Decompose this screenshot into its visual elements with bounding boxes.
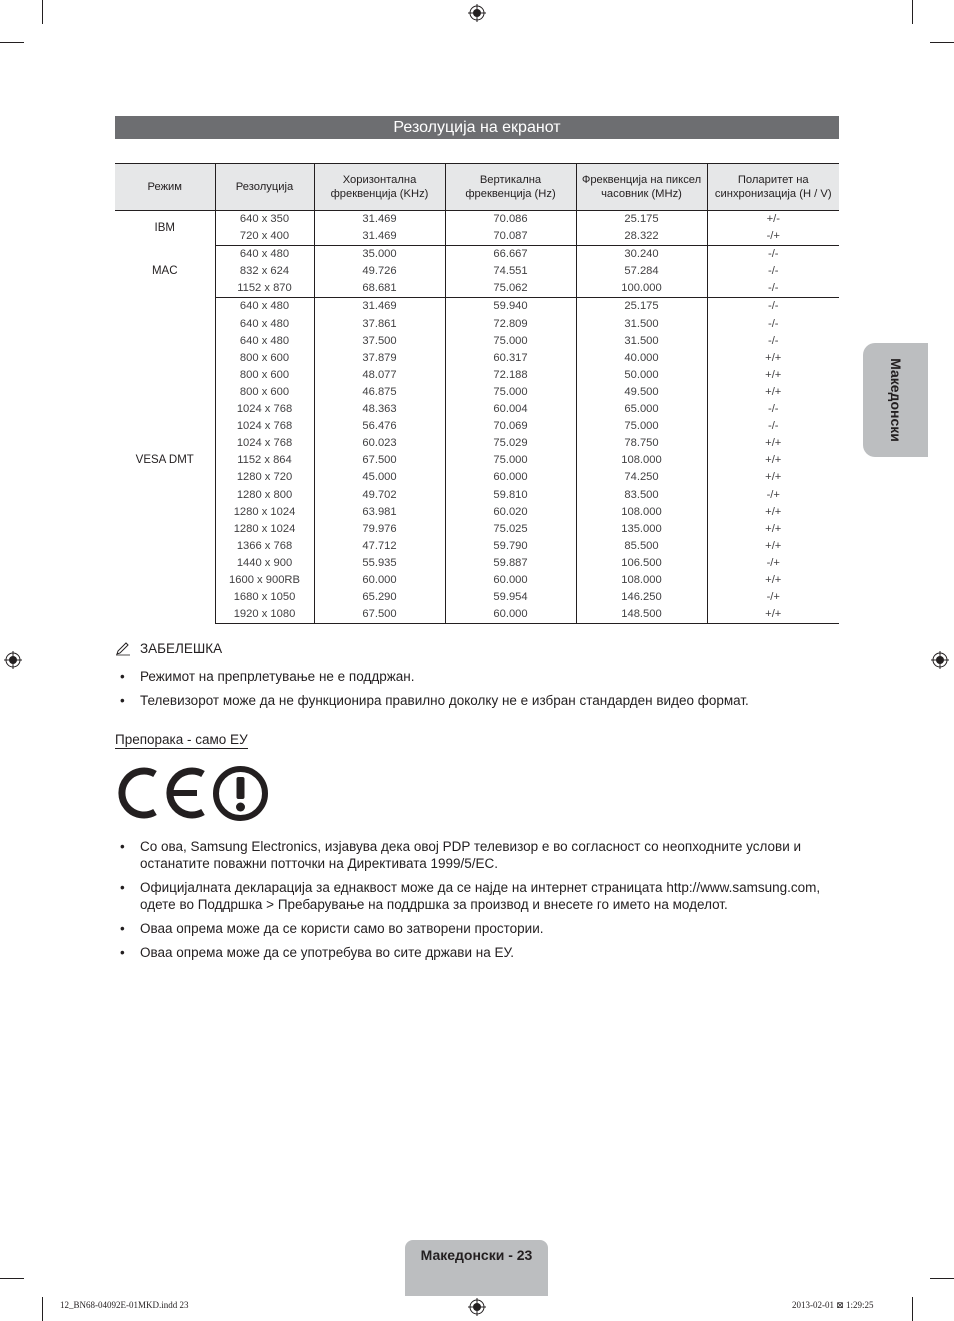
cell-resolution: 1600 x 900RB bbox=[215, 572, 314, 589]
cell-vertical-frequency: 70.069 bbox=[445, 418, 576, 435]
cell-resolution: 800 x 600 bbox=[215, 384, 314, 401]
cell-pixel-clock: 25.175 bbox=[576, 298, 707, 316]
table-row bbox=[115, 572, 839, 589]
cell-pixel-clock: 108.000 bbox=[576, 572, 707, 589]
cell-horizontal-frequency: 49.726 bbox=[314, 263, 445, 280]
cell-resolution: 1152 x 870 bbox=[215, 280, 314, 298]
cell-sync-polarity: +/+ bbox=[707, 469, 839, 486]
cell-horizontal-frequency: 48.363 bbox=[314, 401, 445, 418]
table-row bbox=[115, 435, 839, 452]
cell-resolution: 1366 x 768 bbox=[215, 538, 314, 555]
crop-mark bbox=[0, 1278, 24, 1279]
cell-resolution: 800 x 600 bbox=[215, 350, 314, 367]
cell-horizontal-frequency: 37.861 bbox=[314, 316, 445, 333]
table-body bbox=[115, 211, 839, 624]
cell-horizontal-frequency: 68.681 bbox=[314, 280, 445, 298]
cell-vertical-frequency: 59.887 bbox=[445, 555, 576, 572]
cell-vertical-frequency: 60.317 bbox=[445, 350, 576, 367]
cell-pixel-clock: 146.250 bbox=[576, 589, 707, 606]
registration-mark-icon bbox=[4, 651, 22, 669]
cell-pixel-clock: 83.500 bbox=[576, 487, 707, 504]
cell-horizontal-frequency: 65.290 bbox=[314, 589, 445, 606]
cell-pixel-clock: 31.500 bbox=[576, 333, 707, 350]
cell-horizontal-frequency: 60.000 bbox=[314, 572, 445, 589]
ce-mark-icon bbox=[115, 766, 211, 820]
cell-resolution: 640 x 350 bbox=[215, 211, 314, 229]
table-row bbox=[115, 280, 839, 298]
cell-sync-polarity: -/+ bbox=[707, 228, 839, 246]
cell-resolution: 640 x 480 bbox=[215, 316, 314, 333]
crop-mark bbox=[912, 1297, 913, 1321]
note-label-text: ЗАБЕЛЕШКА bbox=[140, 641, 223, 656]
table-row bbox=[115, 211, 839, 229]
cell-horizontal-frequency: 35.000 bbox=[314, 246, 445, 264]
cell-pixel-clock: 78.750 bbox=[576, 435, 707, 452]
cell-sync-polarity: +/+ bbox=[707, 384, 839, 401]
table-row bbox=[115, 487, 839, 504]
list-item: • Оваа опрема може да се користи само во затворени простории. bbox=[115, 920, 839, 937]
cell-pixel-clock: 49.500 bbox=[576, 384, 707, 401]
cell-vertical-frequency: 75.025 bbox=[445, 521, 576, 538]
crop-mark bbox=[930, 42, 954, 43]
cell-vertical-frequency: 59.954 bbox=[445, 589, 576, 606]
cell-vertical-frequency: 66.667 bbox=[445, 246, 576, 264]
resolution-table bbox=[115, 163, 839, 624]
cell-pixel-clock: 65.000 bbox=[576, 401, 707, 418]
header-resolution: Резолуција bbox=[215, 164, 314, 211]
header-sync-polarity: Поларитет на синхронизација (H / V) bbox=[707, 164, 839, 211]
header-pixel-clock: Фреквенција на пиксел часовник (MHz) bbox=[576, 164, 707, 211]
table-row bbox=[115, 555, 839, 572]
cell-vertical-frequency: 59.940 bbox=[445, 298, 576, 316]
cell-sync-polarity: -/+ bbox=[707, 589, 839, 606]
registration-mark-icon bbox=[468, 4, 486, 22]
cell-vertical-frequency: 59.810 bbox=[445, 487, 576, 504]
alert-circle-icon bbox=[212, 765, 269, 822]
table-row bbox=[115, 333, 839, 350]
cell-pixel-clock: 40.000 bbox=[576, 350, 707, 367]
crop-mark bbox=[912, 0, 913, 24]
cell-vertical-frequency: 72.809 bbox=[445, 316, 576, 333]
crop-mark bbox=[42, 1297, 43, 1321]
cell-pixel-clock: 106.500 bbox=[576, 555, 707, 572]
cell-resolution: 640 x 480 bbox=[215, 333, 314, 350]
cell-pixel-clock: 75.000 bbox=[576, 418, 707, 435]
cell-sync-polarity: -/- bbox=[707, 333, 839, 350]
list-item: • Оваа опрема може да се употребува во сите држави на ЕУ. bbox=[115, 944, 839, 961]
cell-vertical-frequency: 60.000 bbox=[445, 572, 576, 589]
cell-horizontal-frequency: 37.879 bbox=[314, 350, 445, 367]
table-row bbox=[115, 606, 839, 624]
cell-pixel-clock: 108.000 bbox=[576, 504, 707, 521]
cell-vertical-frequency: 60.000 bbox=[445, 606, 576, 624]
cell-horizontal-frequency: 47.712 bbox=[314, 538, 445, 555]
cell-resolution: 1920 x 1080 bbox=[215, 606, 314, 624]
table-row bbox=[115, 521, 839, 538]
cell-sync-polarity: +/+ bbox=[707, 538, 839, 555]
cell-horizontal-frequency: 31.469 bbox=[314, 211, 445, 229]
header-mode: Режим bbox=[115, 164, 215, 211]
cell-vertical-frequency: 75.000 bbox=[445, 333, 576, 350]
list-item: • Официјалната декларација за еднаквост може да се најде на интернет страницата http://www.samsung.com, одете во Поддршка > Пребарување на поддршка за производ и внесете го името на моделот. bbox=[115, 879, 839, 913]
cell-sync-polarity: +/- bbox=[707, 211, 839, 229]
table-header-row bbox=[115, 164, 839, 211]
cell-resolution: 1024 x 768 bbox=[215, 418, 314, 435]
cell-resolution: 1280 x 1024 bbox=[215, 504, 314, 521]
table-row bbox=[115, 384, 839, 401]
crop-mark bbox=[930, 1278, 954, 1279]
cell-resolution: 1280 x 1024 bbox=[215, 521, 314, 538]
cell-mode: VESA DMT bbox=[135, 454, 194, 467]
cell-sync-polarity: +/+ bbox=[707, 521, 839, 538]
table-row bbox=[115, 504, 839, 521]
cell-sync-polarity: -/+ bbox=[707, 555, 839, 572]
cell-resolution: 1152 x 864 bbox=[215, 452, 314, 469]
cell-sync-polarity: +/+ bbox=[707, 504, 839, 521]
note-list bbox=[115, 668, 839, 716]
cell-horizontal-frequency: 45.000 bbox=[314, 469, 445, 486]
cell-pixel-clock: 74.250 bbox=[576, 469, 707, 486]
cell-pixel-clock: 148.500 bbox=[576, 606, 707, 624]
cell-mode: MAC bbox=[151, 265, 178, 278]
list-item: • Телевизорот може да не функционира правилно доколку не е избран стандарден видео формат. bbox=[115, 692, 839, 709]
table-row bbox=[115, 538, 839, 555]
cell-pixel-clock: 30.240 bbox=[576, 246, 707, 264]
table-row bbox=[115, 469, 839, 486]
header-horizontal-frequency: Хоризонтална фреквенција (KHz) bbox=[314, 164, 445, 211]
cell-sync-polarity: -/- bbox=[707, 401, 839, 418]
cell-horizontal-frequency: 31.469 bbox=[314, 228, 445, 246]
table-row bbox=[115, 316, 839, 333]
language-side-tab-label: Македонски bbox=[887, 358, 904, 442]
pencil-note-icon bbox=[115, 642, 131, 656]
cell-resolution: 640 x 480 bbox=[215, 298, 314, 316]
cell-resolution: 832 x 624 bbox=[215, 263, 314, 280]
cell-vertical-frequency: 75.000 bbox=[445, 452, 576, 469]
cell-vertical-frequency: 75.000 bbox=[445, 384, 576, 401]
registration-mark-icon bbox=[468, 1298, 486, 1316]
cell-sync-polarity: -/+ bbox=[707, 487, 839, 504]
crop-mark bbox=[42, 0, 43, 24]
cell-sync-polarity: +/+ bbox=[707, 606, 839, 624]
date-slug: 2013-02-01 ⊠ 1:29:25 bbox=[792, 1300, 874, 1310]
language-side-tab bbox=[863, 343, 928, 457]
table-row bbox=[115, 418, 839, 435]
cell-pixel-clock: 28.322 bbox=[576, 228, 707, 246]
list-item: • Режимот на препрлетување не е поддржан. bbox=[115, 668, 839, 685]
eu-list bbox=[115, 838, 839, 968]
cell-resolution: 1440 x 900 bbox=[215, 555, 314, 572]
cell-horizontal-frequency: 63.981 bbox=[314, 504, 445, 521]
table-row bbox=[115, 298, 839, 316]
cell-vertical-frequency: 60.000 bbox=[445, 469, 576, 486]
cell-resolution: 720 x 400 bbox=[215, 228, 314, 246]
cell-horizontal-frequency: 67.500 bbox=[314, 606, 445, 624]
cell-vertical-frequency: 75.029 bbox=[445, 435, 576, 452]
header-vertical-frequency: Вертикална фреквенција (Hz) bbox=[445, 164, 576, 211]
cell-mode: IBM bbox=[154, 221, 175, 234]
cell-vertical-frequency: 60.020 bbox=[445, 504, 576, 521]
cell-horizontal-frequency: 79.976 bbox=[314, 521, 445, 538]
cell-vertical-frequency: 72.188 bbox=[445, 367, 576, 384]
cell-sync-polarity: +/+ bbox=[707, 572, 839, 589]
list-item: • Со ова, Samsung Electronics, изјавува дека овој PDP телевизор е во согласност со неопходните услови и останатите поважни потточки на Директивата 1999/5/EC. bbox=[115, 838, 839, 872]
cell-resolution: 1680 x 1050 bbox=[215, 589, 314, 606]
table-row bbox=[115, 589, 839, 606]
cell-pixel-clock: 100.000 bbox=[576, 280, 707, 298]
cell-sync-polarity: +/+ bbox=[707, 367, 839, 384]
cell-sync-polarity: +/+ bbox=[707, 350, 839, 367]
cell-sync-polarity: -/- bbox=[707, 316, 839, 333]
cell-vertical-frequency: 60.004 bbox=[445, 401, 576, 418]
cell-sync-polarity: -/- bbox=[707, 246, 839, 264]
cell-sync-polarity: -/- bbox=[707, 298, 839, 316]
cell-sync-polarity: +/+ bbox=[707, 452, 839, 469]
cell-pixel-clock: 57.284 bbox=[576, 263, 707, 280]
cell-horizontal-frequency: 56.476 bbox=[314, 418, 445, 435]
cell-vertical-frequency: 70.086 bbox=[445, 211, 576, 229]
page-number: Македонски - 23 bbox=[405, 1240, 548, 1296]
note-label bbox=[140, 641, 222, 656]
cell-horizontal-frequency: 37.500 bbox=[314, 333, 445, 350]
cell-pixel-clock: 50.000 bbox=[576, 367, 707, 384]
cell-horizontal-frequency: 31.469 bbox=[314, 298, 445, 316]
cell-resolution: 1280 x 800 bbox=[215, 487, 314, 504]
table-row bbox=[115, 263, 839, 280]
table-row bbox=[115, 401, 839, 418]
section-title: Резолуција на екранот bbox=[115, 116, 839, 139]
table-row bbox=[115, 246, 839, 264]
cell-horizontal-frequency: 55.935 bbox=[314, 555, 445, 572]
eu-section-title: Препорака - само ЕУ bbox=[115, 732, 248, 747]
table-row bbox=[115, 350, 839, 367]
cell-resolution: 640 x 480 bbox=[215, 246, 314, 264]
cell-sync-polarity: -/- bbox=[707, 263, 839, 280]
cell-sync-polarity: -/- bbox=[707, 280, 839, 298]
cell-pixel-clock: 85.500 bbox=[576, 538, 707, 555]
cell-sync-polarity: -/- bbox=[707, 418, 839, 435]
registration-mark-icon bbox=[931, 651, 949, 669]
cell-pixel-clock: 135.000 bbox=[576, 521, 707, 538]
cell-resolution: 800 x 600 bbox=[215, 367, 314, 384]
cell-resolution: 1024 x 768 bbox=[215, 401, 314, 418]
table-row bbox=[115, 452, 839, 469]
cell-resolution: 1280 x 720 bbox=[215, 469, 314, 486]
crop-mark bbox=[0, 42, 24, 43]
cell-sync-polarity: +/+ bbox=[707, 435, 839, 452]
cell-horizontal-frequency: 67.500 bbox=[314, 452, 445, 469]
cell-horizontal-frequency: 60.023 bbox=[314, 435, 445, 452]
cell-resolution: 1024 x 768 bbox=[215, 435, 314, 452]
cell-horizontal-frequency: 48.077 bbox=[314, 367, 445, 384]
cell-vertical-frequency: 59.790 bbox=[445, 538, 576, 555]
cell-pixel-clock: 108.000 bbox=[576, 452, 707, 469]
cell-horizontal-frequency: 49.702 bbox=[314, 487, 445, 504]
cell-pixel-clock: 25.175 bbox=[576, 211, 707, 229]
table-row bbox=[115, 228, 839, 246]
cell-vertical-frequency: 74.551 bbox=[445, 263, 576, 280]
cell-vertical-frequency: 70.087 bbox=[445, 228, 576, 246]
cell-vertical-frequency: 75.062 bbox=[445, 280, 576, 298]
file-slug: 12_BN68-04092E-01MKD.indd 23 bbox=[60, 1300, 189, 1310]
table-row bbox=[115, 367, 839, 384]
cell-horizontal-frequency: 46.875 bbox=[314, 384, 445, 401]
cell-pixel-clock: 31.500 bbox=[576, 316, 707, 333]
